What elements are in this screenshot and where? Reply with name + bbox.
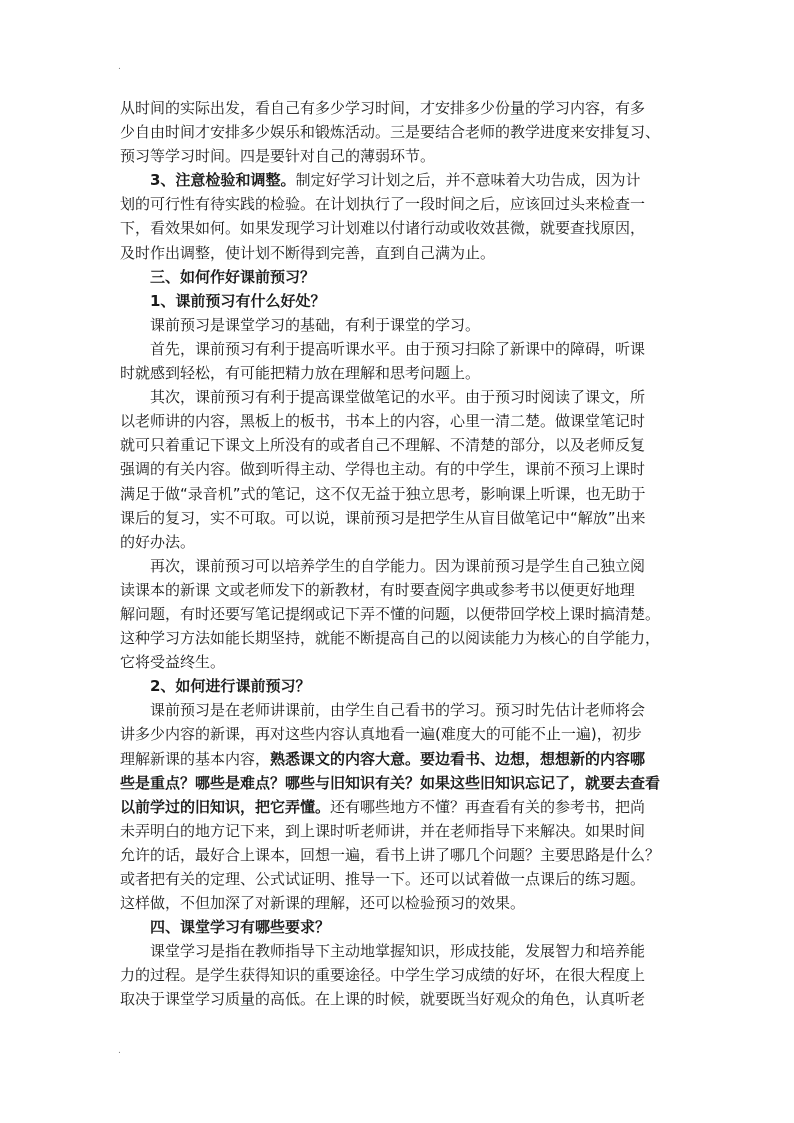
section-heading-class-learning: 四、课堂学习有哪些要求？ [150, 918, 331, 937]
text-line: 未弄明白的地方记下来，到上课时听老师讲，并在老师指导下来解决。如果时间 [120, 821, 646, 840]
text-line: 下，看效果如何。如果发现学习计划难以付诸行动或收效甚微，就要查找原因， [120, 219, 646, 238]
text-line: 再次，课前预习可以培养学生的自学能力。因为课前预习是学生自己独立阅 [150, 556, 646, 575]
text-line: 讲多少内容的新课，再对这些内容认真地看一遍(难度大的可能不止一遍)，初步 [120, 725, 642, 744]
subheading-how-to-preview: 2、如何进行课前预习？ [150, 677, 311, 696]
text-line [120, 795, 680, 819]
text-line: 强调的有关内容。做到听得主动、学得也主动。有的中学生，课前不预习上课时 [120, 460, 646, 479]
text-line: 这种学习方法如能长期坚持，就能不断提高自己的以阅读能力为核心的自学能力， [120, 629, 661, 648]
text-line: 课堂学习是指在教师指导下主动地掌握知识，形成技能，发展智力和培养能 [150, 942, 646, 961]
document-body [120, 96, 680, 1012]
text-line: 或者把有关的定理、公式试证明、推导一下。还可以试着做一点课后的练习题。 [120, 870, 646, 888]
subheading-check-adjust: 3、注意检验和调整。 [150, 171, 296, 190]
bold-text-line: 些是重点？哪些是难点？哪些与旧知识有关？如果这些旧知识忘记了，就要去查看 [120, 773, 661, 792]
text-line: 就可只着重记下课文上所没有的或者自己不理解、不清楚的部分，以及老师反复 [120, 436, 646, 455]
page-marker-top: . [118, 62, 121, 72]
text-line: 满足于做“录音机”式的笔记，这不仅无益于独立思考，影响课上听课，也无助于 [120, 484, 646, 503]
subheading-preview-benefits: 1、课前预习有什么好处？ [150, 291, 326, 310]
text-line: 及时作出调整，使计划不断得到完善，直到自己满为止。 [120, 243, 496, 262]
text-line: 课后的复习，实不可取。可以说，课前预习是把学生从盲目做笔记中“解放”出来 [120, 508, 646, 527]
text-run: 还有哪些地方不懂？再查看有关的参考书，把尚 [330, 797, 646, 816]
text-line: 首先，课前预习有利于提高听课水平。由于预习扫除了新课中的障碍，听课 [150, 339, 646, 358]
text-line: 课前预习是在老师讲课前，由学生自己看书的学习。预习时先估计老师将会 [150, 701, 646, 720]
text-line: 少自由时间才安排多少娱乐和锻炼活动。三是要结合老师的教学进度来安排复习、 [120, 123, 661, 142]
text-line: 的好办法。 [120, 532, 196, 551]
text-run: 制定好学习计划之后，并不意味着大功告成，因为计 [295, 171, 641, 190]
text-line: 它将受益终生。 [120, 653, 226, 672]
text-line: 课前预习是课堂学习的基础，有利于课堂的学习。 [150, 315, 481, 334]
page-marker-bottom: . [118, 1046, 121, 1056]
text-line: 取决于课堂学习质量的高低。在上课的时候，就要既当好观众的角色，认真听老 [120, 990, 646, 1009]
text-line: 允许的话，最好合上课本，回想一遍，看书上讲了哪几个问题？主要思路是什么？ [120, 845, 661, 864]
text-line: 这样做，不但加深了对新课的理解，还可以检验预习的效果。 [120, 894, 526, 913]
text-line: 时就感到轻松，有可能把精力放在理解和思考问题上。 [120, 364, 481, 383]
bold-run: 熟悉课文的内容大意。要边看书、边想，想想新的内容哪 [270, 749, 646, 768]
text-line: 预习等学习时间。四是要针对自己的薄弱环节。 [120, 147, 436, 166]
text-line [120, 747, 680, 771]
subheading-line [120, 168, 680, 192]
text-run: 理解新课的基本内容， [120, 749, 271, 768]
text-line: 解问题，有时还要写笔记提纲或记下弄不懂的问题，以便带回学校上课时搞清楚。 [120, 604, 661, 623]
text-line: 以老师讲的内容，黑板上的板书，书本上的内容，心里一清二楚。做课堂笔记时 [120, 412, 646, 431]
text-line: 从时间的实际出发，看自己有多少学习时间，才安排多少份量的学习内容，有多 [120, 99, 646, 117]
bold-run: 以前学过的旧知识，把它弄懂。 [120, 797, 331, 816]
text-line: 力的过程。是学生获得知识的重要途径。中学生学习成绩的好坏，在很大程度上 [120, 966, 646, 985]
text-line: 其次，课前预习有利于提高课堂做笔记的水平。由于预习时阅读了课文，所 [150, 388, 646, 407]
text-line: 划的可行性有待实践的检验。在计划执行了一段时间之后，应该回过头来检查一 [120, 195, 646, 214]
text-line: 读课本的新课 文或老师发下的新教材，有时要查阅字典或参考书以便更好地理 [120, 580, 635, 599]
section-heading-preview: 三、如何作好课前预习？ [150, 267, 316, 286]
